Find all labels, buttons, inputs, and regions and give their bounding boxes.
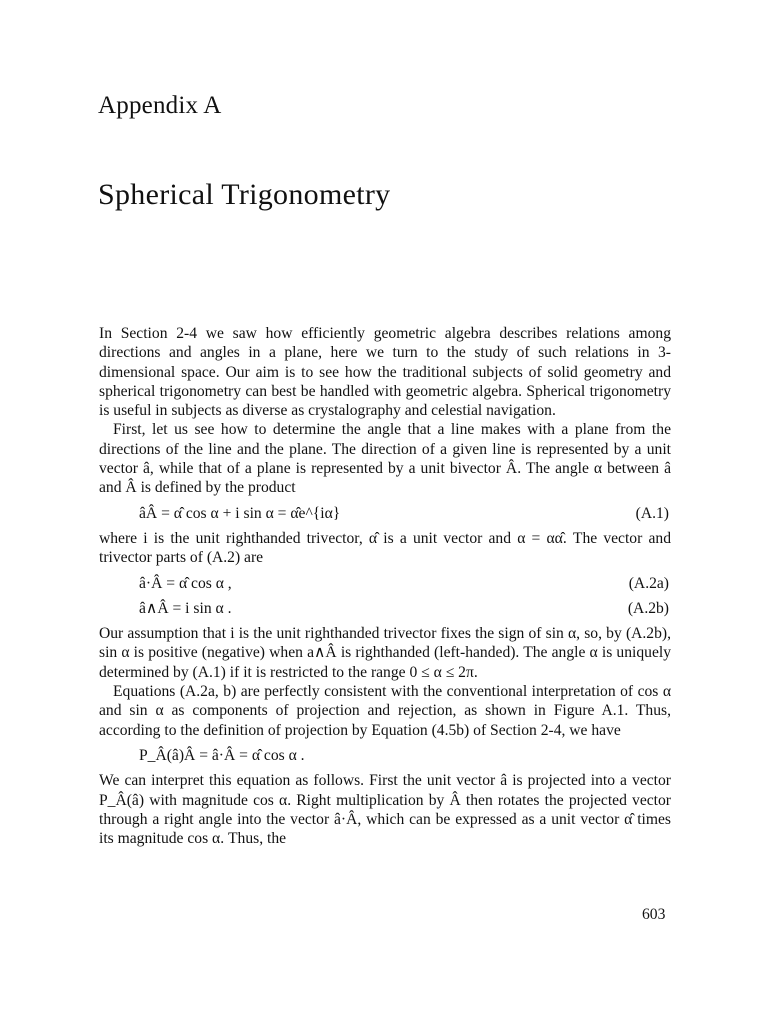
paragraph-interpretation: We can interpret this equation as follows. First the unit vector â is projected into a vector P_Â(â) with magnitude cos α. Right multiplication by Â then rotates the projected vector through a right angle into the vector â·Â, which can be expressed as a unit vector α̂ times its magnitude cos α. Thus, the: [99, 772, 671, 848]
equation-a1-label: (A.1): [635, 504, 669, 522]
equation-projection: [99, 746, 671, 765]
paragraph-intro: In Section 2-4 we saw how efficiently geometric algebra describes relations among directions and angles in a plane, here we turn to the study of such relations in 3-dimensional space. Our aim is to see how the traditional subjects of solid geometry and spherical trigonometry can best be handled with geometric algebra. Spherical trigonometry is useful in subjects as diverse as crystalography and celestial navigation.: [99, 325, 671, 420]
page-number: 603: [642, 906, 666, 923]
paragraph-angle-definition: First, let us see how to determine the angle that a line makes with a plane from the directions of the line and the plane. The direction of a given line is represented by a unit vector â, while that of a plane is represented by a unit bivector Â. The angle α between â and Â is defined by the product: [99, 421, 671, 497]
equation-projection-expression: P_Â(â)Â = â·Â = α̂ cos α .: [139, 746, 305, 764]
equation-a2a: [99, 574, 671, 593]
equation-a2b: [99, 599, 671, 618]
paragraph-sign-convention: Our assumption that i is the unit righthanded trivector fixes the sign of sin α, so, by (A.2b), sin α is positive (negative) when a∧Â is righthanded (left-handed). The angle α is uniquely determined by (A.1) if it is restricted to the range 0 ≤ α ≤ 2π.: [99, 625, 671, 681]
equation-a1-expression: âÂ = α̂ cos α + i sin α = α̂e^{iα}: [139, 504, 341, 522]
equation-a2b-expression: â∧Â = i sin α .: [139, 599, 232, 617]
paragraph-trivector: where i is the unit righthanded trivector, α̂ is a unit vector and α = αα̂. The vector and trivector parts of (A.2) are: [99, 529, 671, 567]
equation-a1: [99, 504, 671, 523]
body-text: [99, 324, 671, 848]
equation-a2b-label: (A.2b): [627, 599, 669, 617]
appendix-label: Appendix A: [98, 92, 222, 119]
chapter-title: Spherical Trigonometry: [98, 178, 391, 211]
paragraph-projection: Equations (A.2a, b) are perfectly consistent with the conventional interpretation of cos α and sin α as components of projection and rejection, as shown in Figure A.1. Thus, according to the definition of projection by Equation (4.5b) of Section 2-4, we have: [99, 683, 671, 739]
equation-a2a-label: (A.2a): [628, 574, 669, 592]
equation-a2a-expression: â·Â = α̂ cos α ,: [139, 574, 232, 592]
